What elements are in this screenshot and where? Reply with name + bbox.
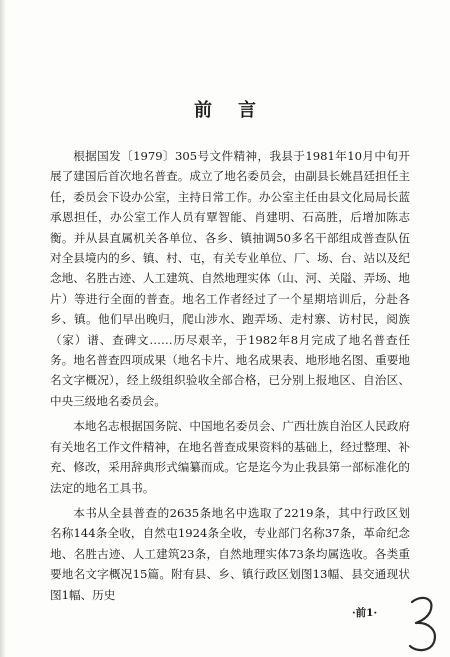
body-text bbox=[50, 146, 410, 610]
page-number: ·前1· bbox=[352, 607, 378, 619]
paragraph-2: 本地名志根据国务院、中国地名委员会、广西壮族自治区人民政府有关地名工作文件精神，在地名普查成果资料的基础上，经过整理、补充、修改，采用辞典形式编纂而成。它是迄今为止我县第一部标准化的法定的地名工具书。 bbox=[50, 419, 410, 495]
page-title: 前言 bbox=[194, 100, 282, 121]
handwritten-page-mark-icon bbox=[404, 592, 444, 656]
paragraph-3: 本书从全县普查的2635条地名中选取了2219条，其中行政区划名称144条全收，自然屯1924条全收，专业部门名称37条，革命纪念地、名胜古迹、人工建筑23条，自然地理实体73条均属选收。各类重要地名文字概况15篇。附有县、乡、镇行政区划图13幅、县交通现状图1幅、历史 bbox=[50, 505, 410, 602]
paragraph-1: 根据国发〔1979〕305号文件精神，我县于1981年10月中旬开展了建国后首次地名普查。成立了地名委员会，由副县长姚昌廷担任主任，委员会下设办公室，主持日常工作。办公室主任由县文化局局长蓝承恩担任，办公室工作人员有覃智能、肖建明、石高胜，后增加陈志衡。并从县直属机关各单位、各乡、镇抽调50多名干部组成普查队伍对全县境内的乡、镇、村、屯，有关专业单位、厂、场、台、站以及纪念地、名胜古迹、人工建筑、自然地理实体（山、河、关隘、弄场、地片）等进行全面的普查。地名工作者经过了一个星期培训后，分赴各乡、镇。他们早出晚归，爬山涉水、跑弄场、走村寨、访村民，阅族（家）谱、查碑文……历尽艰辛，于1982年8月完成了地名普查任务。地名普查四项成果（地名卡片、地名成果表、地形地名图、重要地名文字概况），经上级组织验收全部合格，已分别上报地区、自治区、中央三级地名委员会。 bbox=[50, 149, 410, 408]
